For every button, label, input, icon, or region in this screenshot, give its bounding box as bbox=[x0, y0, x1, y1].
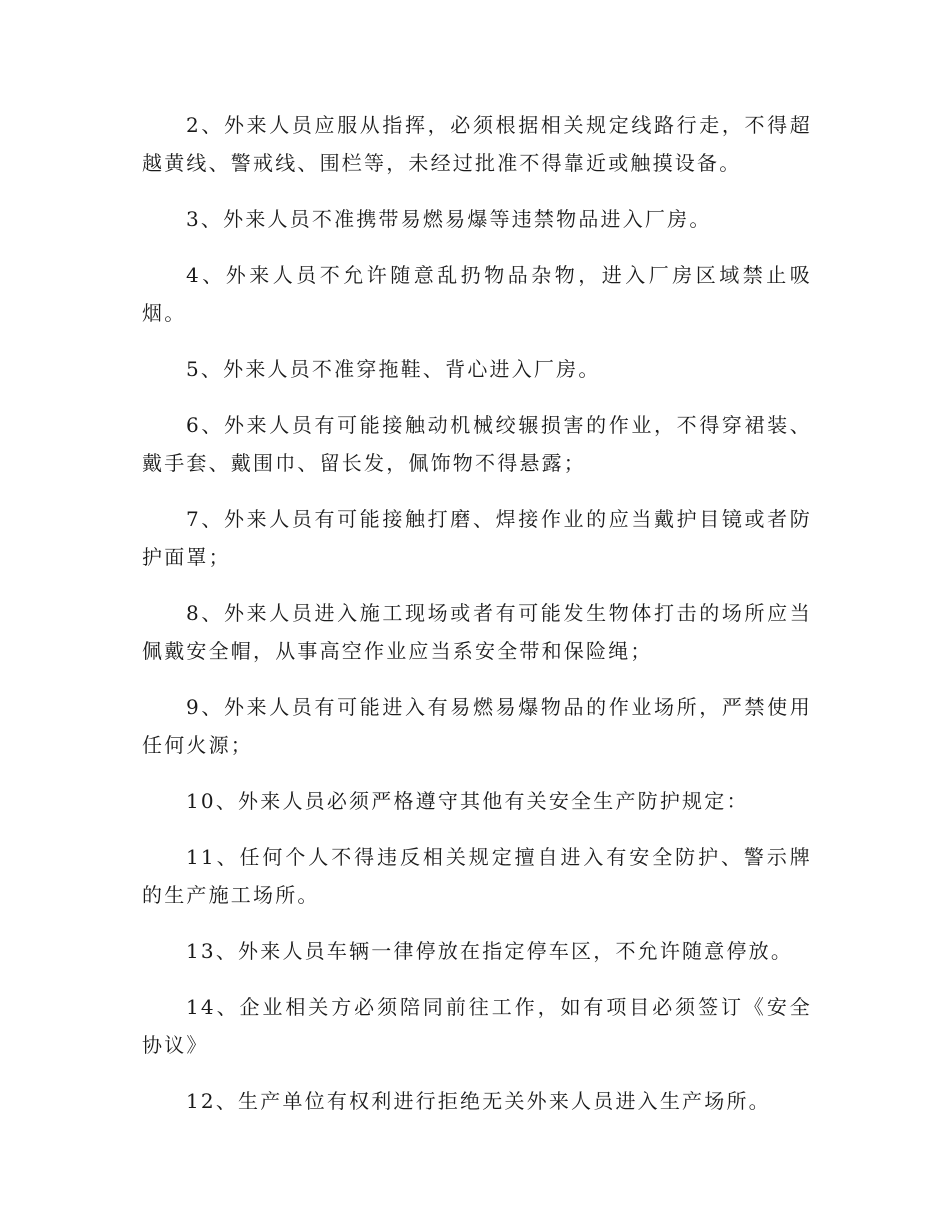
rule-paragraph-3: 3、外来人员不准携带易燃易爆等违禁物品进入厂房。 bbox=[186, 207, 712, 231]
rule-paragraph-7: 7、外来人员有可能接触打磨、焊接作业的应当戴护目镜或者防护面罩； bbox=[142, 507, 812, 569]
rule-paragraph-10: 10、外来人员必须严格遵守其他有关安全生产防护规定： bbox=[186, 789, 749, 813]
rule-paragraph-2: 2、外来人员应服从指挥，必须根据相关规定线路行走，不得超越黄线、警戒线、围栏等，未经过批准不得靠近或触摸设备。 bbox=[142, 113, 812, 175]
rule-paragraph-11: 11、任何个人不得违反相关规定擅自进入有安全防护、警示牌的生产施工场所。 bbox=[142, 845, 812, 907]
rule-paragraph-13: 13、外来人员车辆一律停放在指定停车区，不允许随意停放。 bbox=[186, 939, 794, 963]
rule-paragraph-6: 6、外来人员有可能接触动机械绞辗损害的作业，不得穿裙装、戴手套、戴围巾、留长发，佩饰物不得悬露； bbox=[142, 413, 812, 475]
rule-paragraph-12: 12、生产单位有权利进行拒绝无关外来人员进入生产场所。 bbox=[186, 1089, 771, 1113]
rule-paragraph-14: 14、企业相关方必须陪同前往工作，如有项目必须签订《安全协议》 bbox=[142, 995, 812, 1057]
rule-paragraph-9: 9、外来人员有可能进入有易燃易爆物品的作业场所，严禁使用任何火源； bbox=[142, 695, 812, 757]
rule-paragraph-5: 5、外来人员不准穿拖鞋、背心进入厂房。 bbox=[186, 357, 601, 381]
rule-paragraph-4: 4、外来人员不允许随意乱扔物品杂物，进入厂房区域禁止吸烟。 bbox=[142, 263, 812, 325]
rule-paragraph-8: 8、外来人员进入施工现场或者有可能发生物体打击的场所应当佩戴安全帽，从事高空作业应当系安全带和保险绳； bbox=[142, 601, 812, 663]
document-body bbox=[142, 106, 812, 1138]
